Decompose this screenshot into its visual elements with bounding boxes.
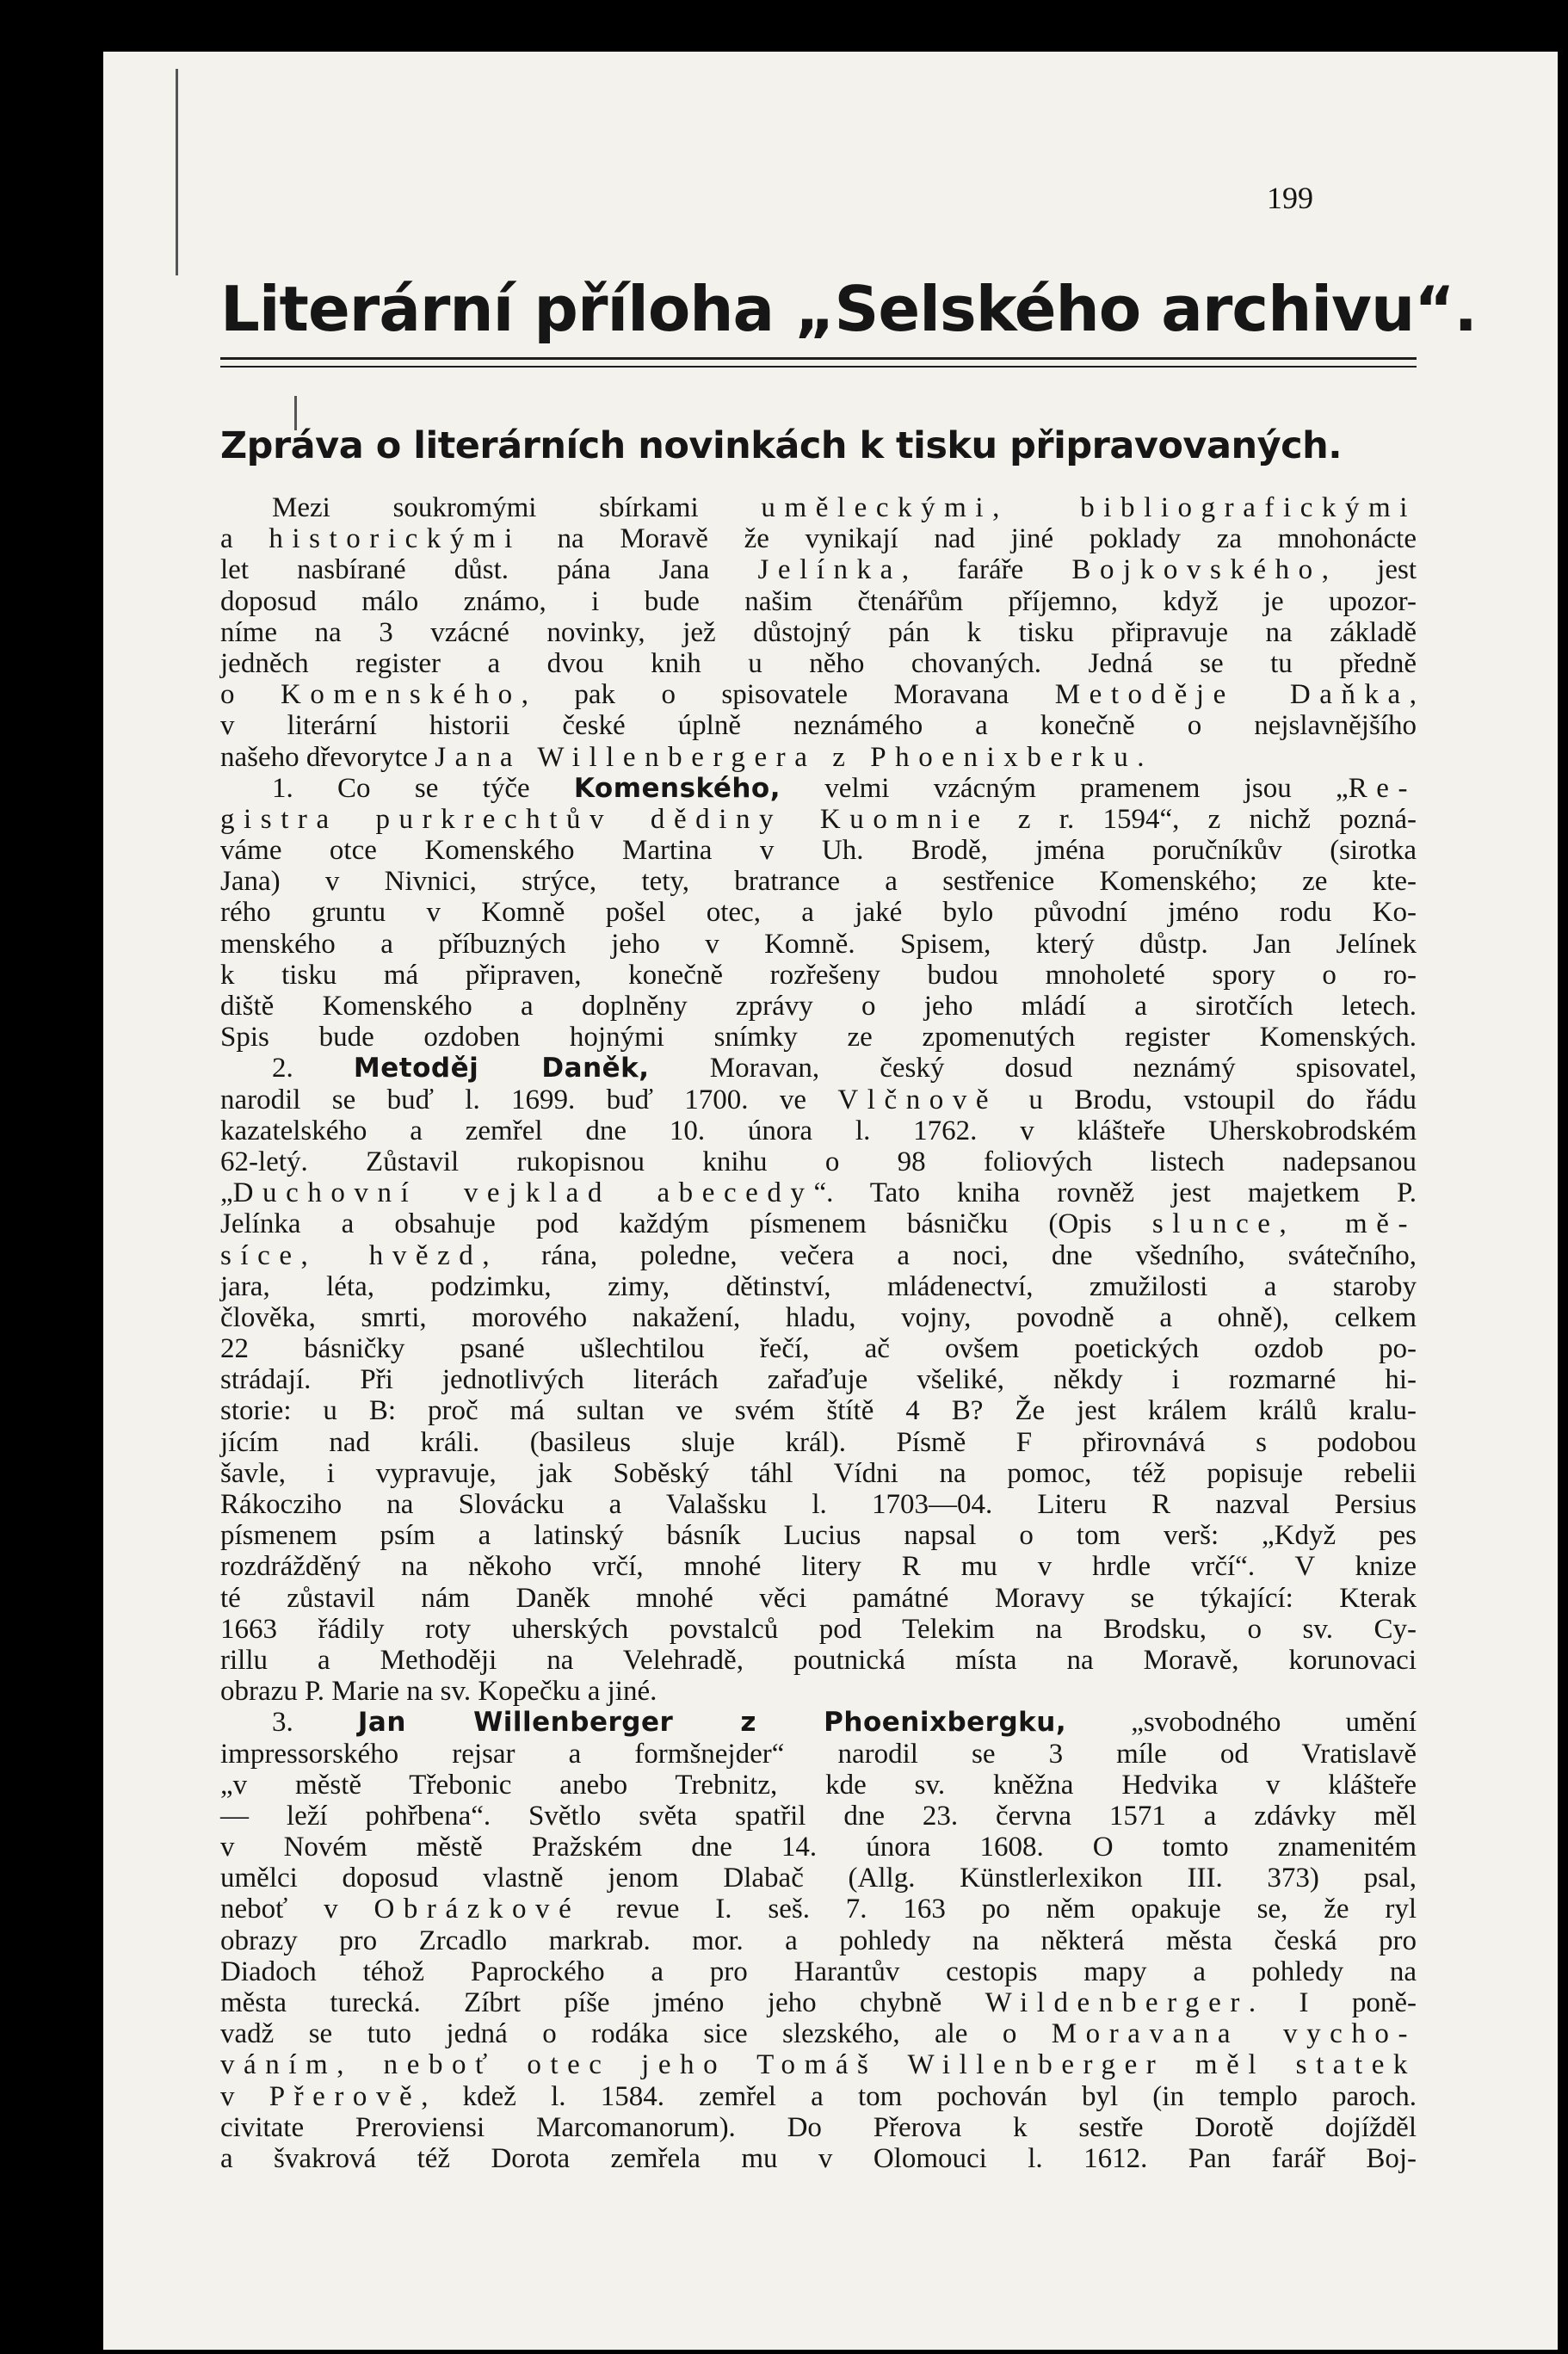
text-line: neboť v Obrázkové revue I. seš. 7. 163 po něm opakuje se, že ryl [220, 1894, 1417, 1925]
text-line: let nasbírané důst. pána Jana Jelínka, faráře Bojkovského, jest [220, 554, 1417, 586]
text-line: rého gruntu v Komně pošel otec, a jaké bylo původní jméno rodu Ko- [220, 897, 1417, 929]
text-line: 62-letý. Zůstavil rukopisnou knihu o 98 foliových listech nadepsanou [220, 1146, 1417, 1177]
text-line: „Duchovní vejklad abecedy“. Tato kniha rovněž jest majetkem P. [220, 1177, 1417, 1209]
text-line: k tisku má připraven, konečně rozřešeny budou mnoholeté spory o ro- [220, 959, 1417, 991]
page-header-title: Literární příloha „Selského archivu“. [220, 273, 1477, 345]
text-line: menského a příbuzných jeho v Komně. Spisem, který důstp. Jan Jelínek [220, 928, 1417, 960]
text-line: obrazy pro Zrcadlo markrab. mor. a pohledy na některá města česká pro [220, 1925, 1417, 1956]
text-line: Jelínka a obsahuje pod každým písmenem básničku (Opis slunce, mě- [220, 1208, 1417, 1240]
text-line: doposud málo známo, i bude našim čtenářům příjemno, když je upozor- [220, 585, 1417, 617]
article-body [220, 492, 1417, 2174]
text-line: váme otce Komenského Martina v Uh. Brodě, jména poručníkův (sirotka [220, 835, 1417, 867]
text-line: 3. Jan Willenberger z Phoenixbergku, „svobodného umění [272, 1707, 1417, 1739]
article-title: Zpráva o literárních novinkách k tisku připravovaných. [220, 424, 1343, 467]
text-line: 2. Metoděj Daněk, Moravan, český dosud neznámý spisovatel, [272, 1053, 1417, 1084]
text-line: storie: u B: proč má sultan ve svém štítě 4 B? Že jest králem králů kralu- [220, 1395, 1417, 1427]
text-line: „v městě Třebonic anebo Trebnitz, kde sv. kněžna Hedvika v klášteře [220, 1769, 1417, 1801]
page [103, 52, 1558, 2350]
text-line: a švakrová též Dorota zemřela mu v Olomouci l. 1612. Pan farář Boj- [220, 2142, 1417, 2174]
text-line: v Přerově, kdež l. 1584. zemřel a tom pochován byl (in templo paroch. [220, 2080, 1417, 2112]
text-line: té zůstavil nám Daněk mnohé věci památné Moravy se týkající: Kterak [220, 1582, 1417, 1614]
header-rule [220, 357, 1417, 360]
text-line: Mezi soukromými sbírkami uměleckými, bibliografickými [272, 492, 1417, 523]
text-line: obrazu P. Marie na sv. Kopečku a jiné. [220, 1676, 657, 1708]
text-line: o Komenského, pak o spisovatele Moravana Metoděje Daňka, [220, 679, 1417, 711]
text-line: 22 básničky psané ušlechtilou řečí, ač ovšem poetických ozdob po- [220, 1333, 1417, 1365]
header-rule [220, 366, 1417, 368]
text-line: písmenem psím a latinský básník Lucius napsal o tom verš: „Když pes [220, 1520, 1417, 1552]
text-line: kazatelského a zemřel dne 10. února l. 1762. v klášteře Uherskobrodském [220, 1115, 1417, 1146]
text-line: vadž se tuto jedná o rodáka sice slezského, ale o Moravana vycho- [220, 2018, 1417, 2050]
text-line: civitate Preroviensi Marcomanorum). Do Přerova k sestře Dorotě dojížděl [220, 2111, 1417, 2143]
text-line: Diadoch téhož Paprockého a pro Harantův cestopis mapy a pohledy na [220, 1955, 1417, 1987]
text-line: v Novém městě Pražském dne 14. února 1608. O tomto znamenitém [220, 1832, 1417, 1863]
text-line: diště Komenského a doplněny zprávy o jeho mládí a sirotčích letech. [220, 991, 1417, 1022]
text-line: impressorského rejsar a formšnejder“ narodil se 3 míle od Vratislavě [220, 1738, 1417, 1770]
text-line: strádají. Při jednotlivých literách zařaďuje všeliké, někdy i rozmarné hi- [220, 1364, 1417, 1396]
text-line: Spis bude ozdoben hojnými snímky ze zpomenutých register Komenských. [220, 1022, 1417, 1053]
text-line: člověka, smrti, morového nakažení, hladu, vojny, povodně a ohně), celkem [220, 1301, 1417, 1333]
text-line: a historickými na Moravě že vynikají nad jiné poklady za mnohonácte [220, 523, 1417, 555]
text-line: šavle, i vypravuje, jak Soběský táhl Vídni na pomoc, též popisuje rebelii [220, 1457, 1417, 1489]
text-line: rozdrážděný na někoho vrčí, mnohé litery R mu v hrdle vrčí“. V knize [220, 1551, 1417, 1583]
text-line: v literární historii české úplně neznámého a konečně o nejslavnějšího [220, 710, 1417, 742]
text-line: jedněch register a dvou knih u něho chovaných. Jedná se tu předně [220, 647, 1417, 679]
text-line: Rákocziho na Slovácku a Valašsku l. 1703—04. Literu R nazval Persius [220, 1489, 1417, 1520]
text-line: — leží pohřbena“. Světlo světa spatřil dne 23. června 1571 a zdávky měl [220, 1800, 1417, 1832]
text-line: gistra purkrechtův dědiny Kuomnie z r. 1594“, z nichž pozná- [220, 803, 1417, 835]
text-line: narodil se buď l. 1699. buď 1700. ve Vlčnově u Brodu, vstoupil do řádu [220, 1084, 1417, 1115]
text-line: jara, léta, podzimku, zimy, dětinství, mládenectví, zmužilosti a staroby [220, 1270, 1417, 1302]
text-line: jícím nad králi. (basileus sluje král). Písmě F přirovnává s podobou [220, 1426, 1417, 1458]
text-line: umělci doposud vlastně jenom Dlabač (Allg. Künstlerlexikon III. 373) psal, [220, 1863, 1417, 1894]
text-line: našeho dřevorytce Jana Willenbergera z Phoenixberku. [220, 741, 1145, 773]
text-line: 1663 řádily roty uherských povstalců pod Telekim na Brodsku, o sv. Cy- [220, 1613, 1417, 1645]
text-line: města turecká. Zíbrt píše jméno jeho chybně Wildenberger. I poně- [220, 1987, 1417, 2018]
text-line: síce, hvězd, rána, poledne, večera a noci, dne všedního, svátečního, [220, 1239, 1417, 1271]
text-line: váním, neboť otec jeho Tomáš Willenberger měl statek [220, 2049, 1417, 2081]
text-line: níme na 3 vzácné novinky, jež důstojný pán k tisku připravuje na základě [220, 616, 1417, 648]
text-line: Jana) v Nivnici, strýce, tety, bratrance a sestřenice Komenského; ze kte- [220, 866, 1417, 898]
text-line: 1. Co se týče Komenského, velmi vzácným pramenem jsou „Re- [272, 772, 1417, 804]
page-number: 199 [1267, 181, 1313, 215]
text-line: rillu a Methoději na Velehradě, poutnická místa na Moravě, korunovaci [220, 1644, 1417, 1676]
binding-edge-mark [176, 69, 178, 275]
